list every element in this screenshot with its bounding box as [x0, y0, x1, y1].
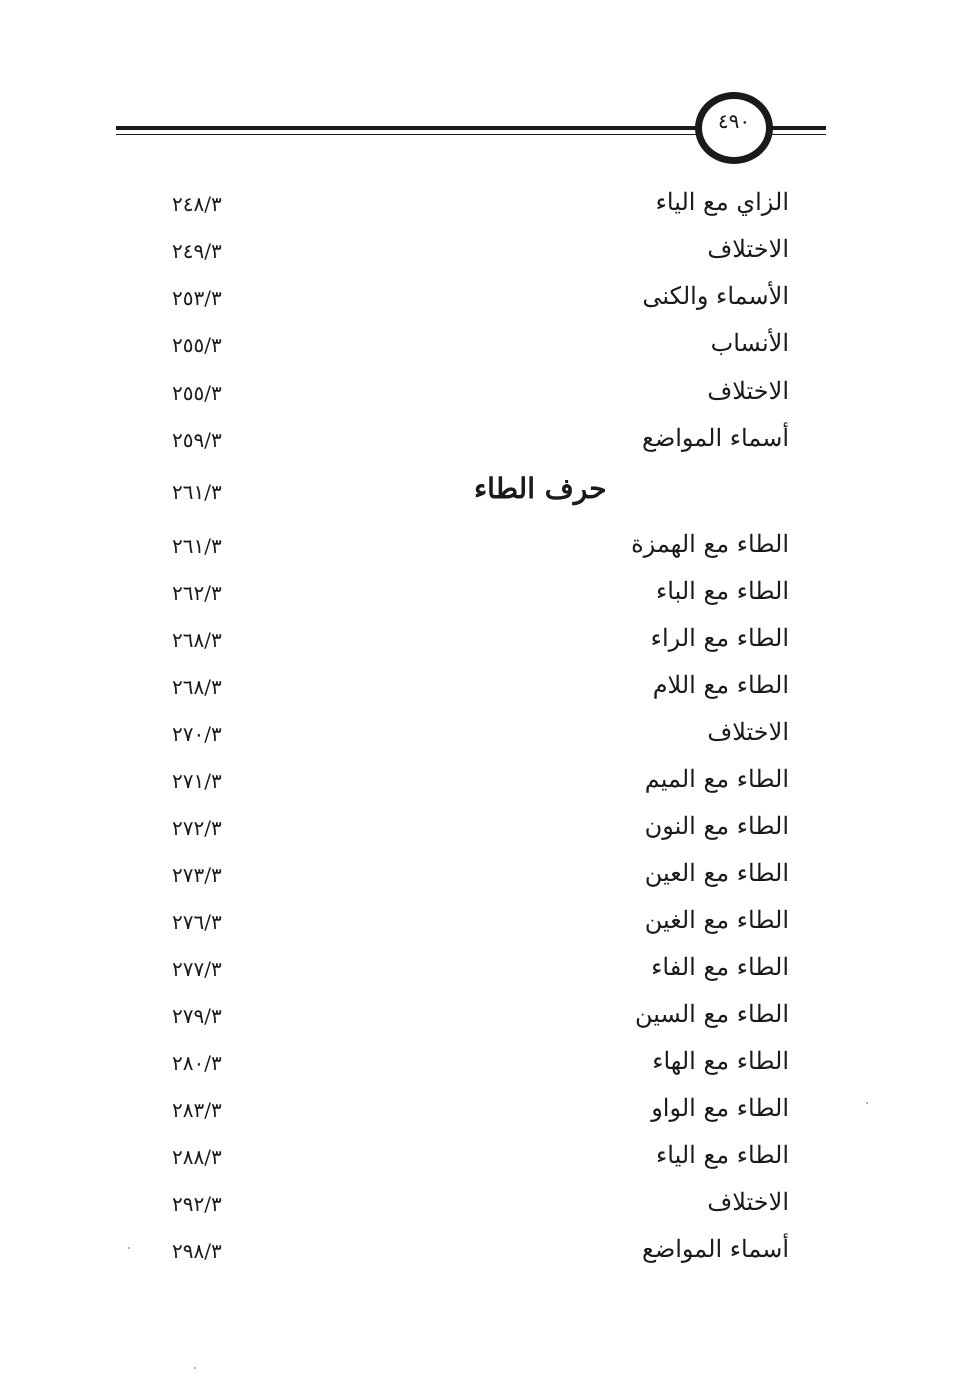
toc-row	[0, 718, 957, 758]
scan-speck	[866, 1102, 868, 1104]
toc-entry-title: الاختلاف	[707, 718, 789, 746]
scan-speck	[128, 1247, 130, 1249]
toc-entry-page: ٢٦١/٣	[172, 534, 222, 558]
toc-entry-title: الطاء مع الغين	[644, 906, 789, 934]
toc-row	[0, 329, 957, 369]
toc-entry-title: الاختلاف	[707, 377, 789, 405]
toc-entry-title: الطاء مع الهاء	[652, 1047, 789, 1075]
toc-entry-title: الطاء مع الراء	[650, 624, 789, 652]
toc-row	[0, 906, 957, 946]
toc-row	[0, 953, 957, 993]
toc-entry-title: الاختلاف	[707, 1188, 789, 1216]
toc-row	[0, 1235, 957, 1275]
toc-row	[0, 530, 957, 570]
toc-entry-page: ٢٧٣/٣	[172, 863, 222, 887]
toc-row	[0, 1094, 957, 1134]
toc-entry-page: ٢٤٩/٣	[172, 239, 222, 263]
toc-entry-page: ٢٩٨/٣	[172, 1239, 222, 1263]
toc-entry-page: ٢٦٨/٣	[172, 628, 222, 652]
toc-row	[0, 1000, 957, 1040]
toc-entry-title: الطاء مع الميم	[644, 765, 789, 793]
toc-row	[0, 624, 957, 664]
section-heading-row	[0, 472, 957, 516]
toc-entry-title: الأنساب	[710, 329, 789, 357]
toc-entry-title: الطاء مع الواو	[651, 1094, 789, 1122]
toc-entry-title: الزاي مع الياء	[655, 188, 789, 216]
toc-entry-page: ٢٥٥/٣	[172, 381, 222, 405]
toc-row	[0, 765, 957, 805]
section-heading: حرف الطاء	[474, 472, 607, 505]
scan-speck	[194, 1367, 196, 1369]
toc-entry-page: ٢٦٢/٣	[172, 581, 222, 605]
toc-row	[0, 1141, 957, 1181]
toc-entry-title: الأسماء والكنى	[642, 282, 789, 310]
toc-entry-title: الطاء مع الباء	[656, 577, 789, 605]
toc-entry-title: الطاء مع اللام	[652, 671, 789, 699]
toc-row	[0, 859, 957, 899]
toc-entry-page: ٢٤٨/٣	[172, 192, 222, 216]
toc-entry-title: الطاء مع النون	[644, 812, 789, 840]
toc-row	[0, 377, 957, 417]
toc-entry-page: ٢٥٣/٣	[172, 286, 222, 310]
toc-entry-page: ٢٨٣/٣	[172, 1098, 222, 1122]
toc-entry-page: ٢٧٧/٣	[172, 957, 222, 981]
toc-row	[0, 1047, 957, 1087]
toc-entry-page: ٢٦٨/٣	[172, 675, 222, 699]
toc-row	[0, 812, 957, 852]
toc-row	[0, 235, 957, 275]
toc-entry-page: ٢٩٢/٣	[172, 1192, 222, 1216]
toc-entry-page: ٢٧١/٣	[172, 769, 222, 793]
toc-row	[0, 1188, 957, 1228]
toc-entry-title: الطاء مع الفاء	[651, 953, 789, 981]
toc-entry-title: الطاء مع الياء	[656, 1141, 789, 1169]
toc-entry-page: ٢٨٨/٣	[172, 1145, 222, 1169]
toc-entry-page: ٢٧٩/٣	[172, 1004, 222, 1028]
toc-row	[0, 577, 957, 617]
toc-entry-page: ٢٥٥/٣	[172, 333, 222, 357]
section-page: ٢٦١/٣	[172, 480, 222, 504]
toc-entry-page: ٢٥٩/٣	[172, 428, 222, 452]
toc-entry-title: الطاء مع الهمزة	[631, 530, 789, 558]
toc-entry-title: أسماء المواضع	[642, 424, 789, 452]
toc-entry-page: ٢٧٢/٣	[172, 816, 222, 840]
toc-entry-page: ٢٨٠/٣	[172, 1051, 222, 1075]
toc-entry-page: ٢٧٠/٣	[172, 722, 222, 746]
toc-entry-title: الطاء مع العين	[644, 859, 789, 887]
toc-row	[0, 424, 957, 464]
page-number: ٤٩٠	[717, 109, 751, 133]
toc-entry-title: أسماء المواضع	[642, 1235, 789, 1263]
toc-row	[0, 282, 957, 322]
toc-entry-title: الطاء مع السين	[634, 1000, 789, 1028]
toc-entry-page: ٢٧٦/٣	[172, 910, 222, 934]
toc-row	[0, 188, 957, 228]
toc-entry-title: الاختلاف	[707, 235, 789, 263]
toc-row	[0, 671, 957, 711]
